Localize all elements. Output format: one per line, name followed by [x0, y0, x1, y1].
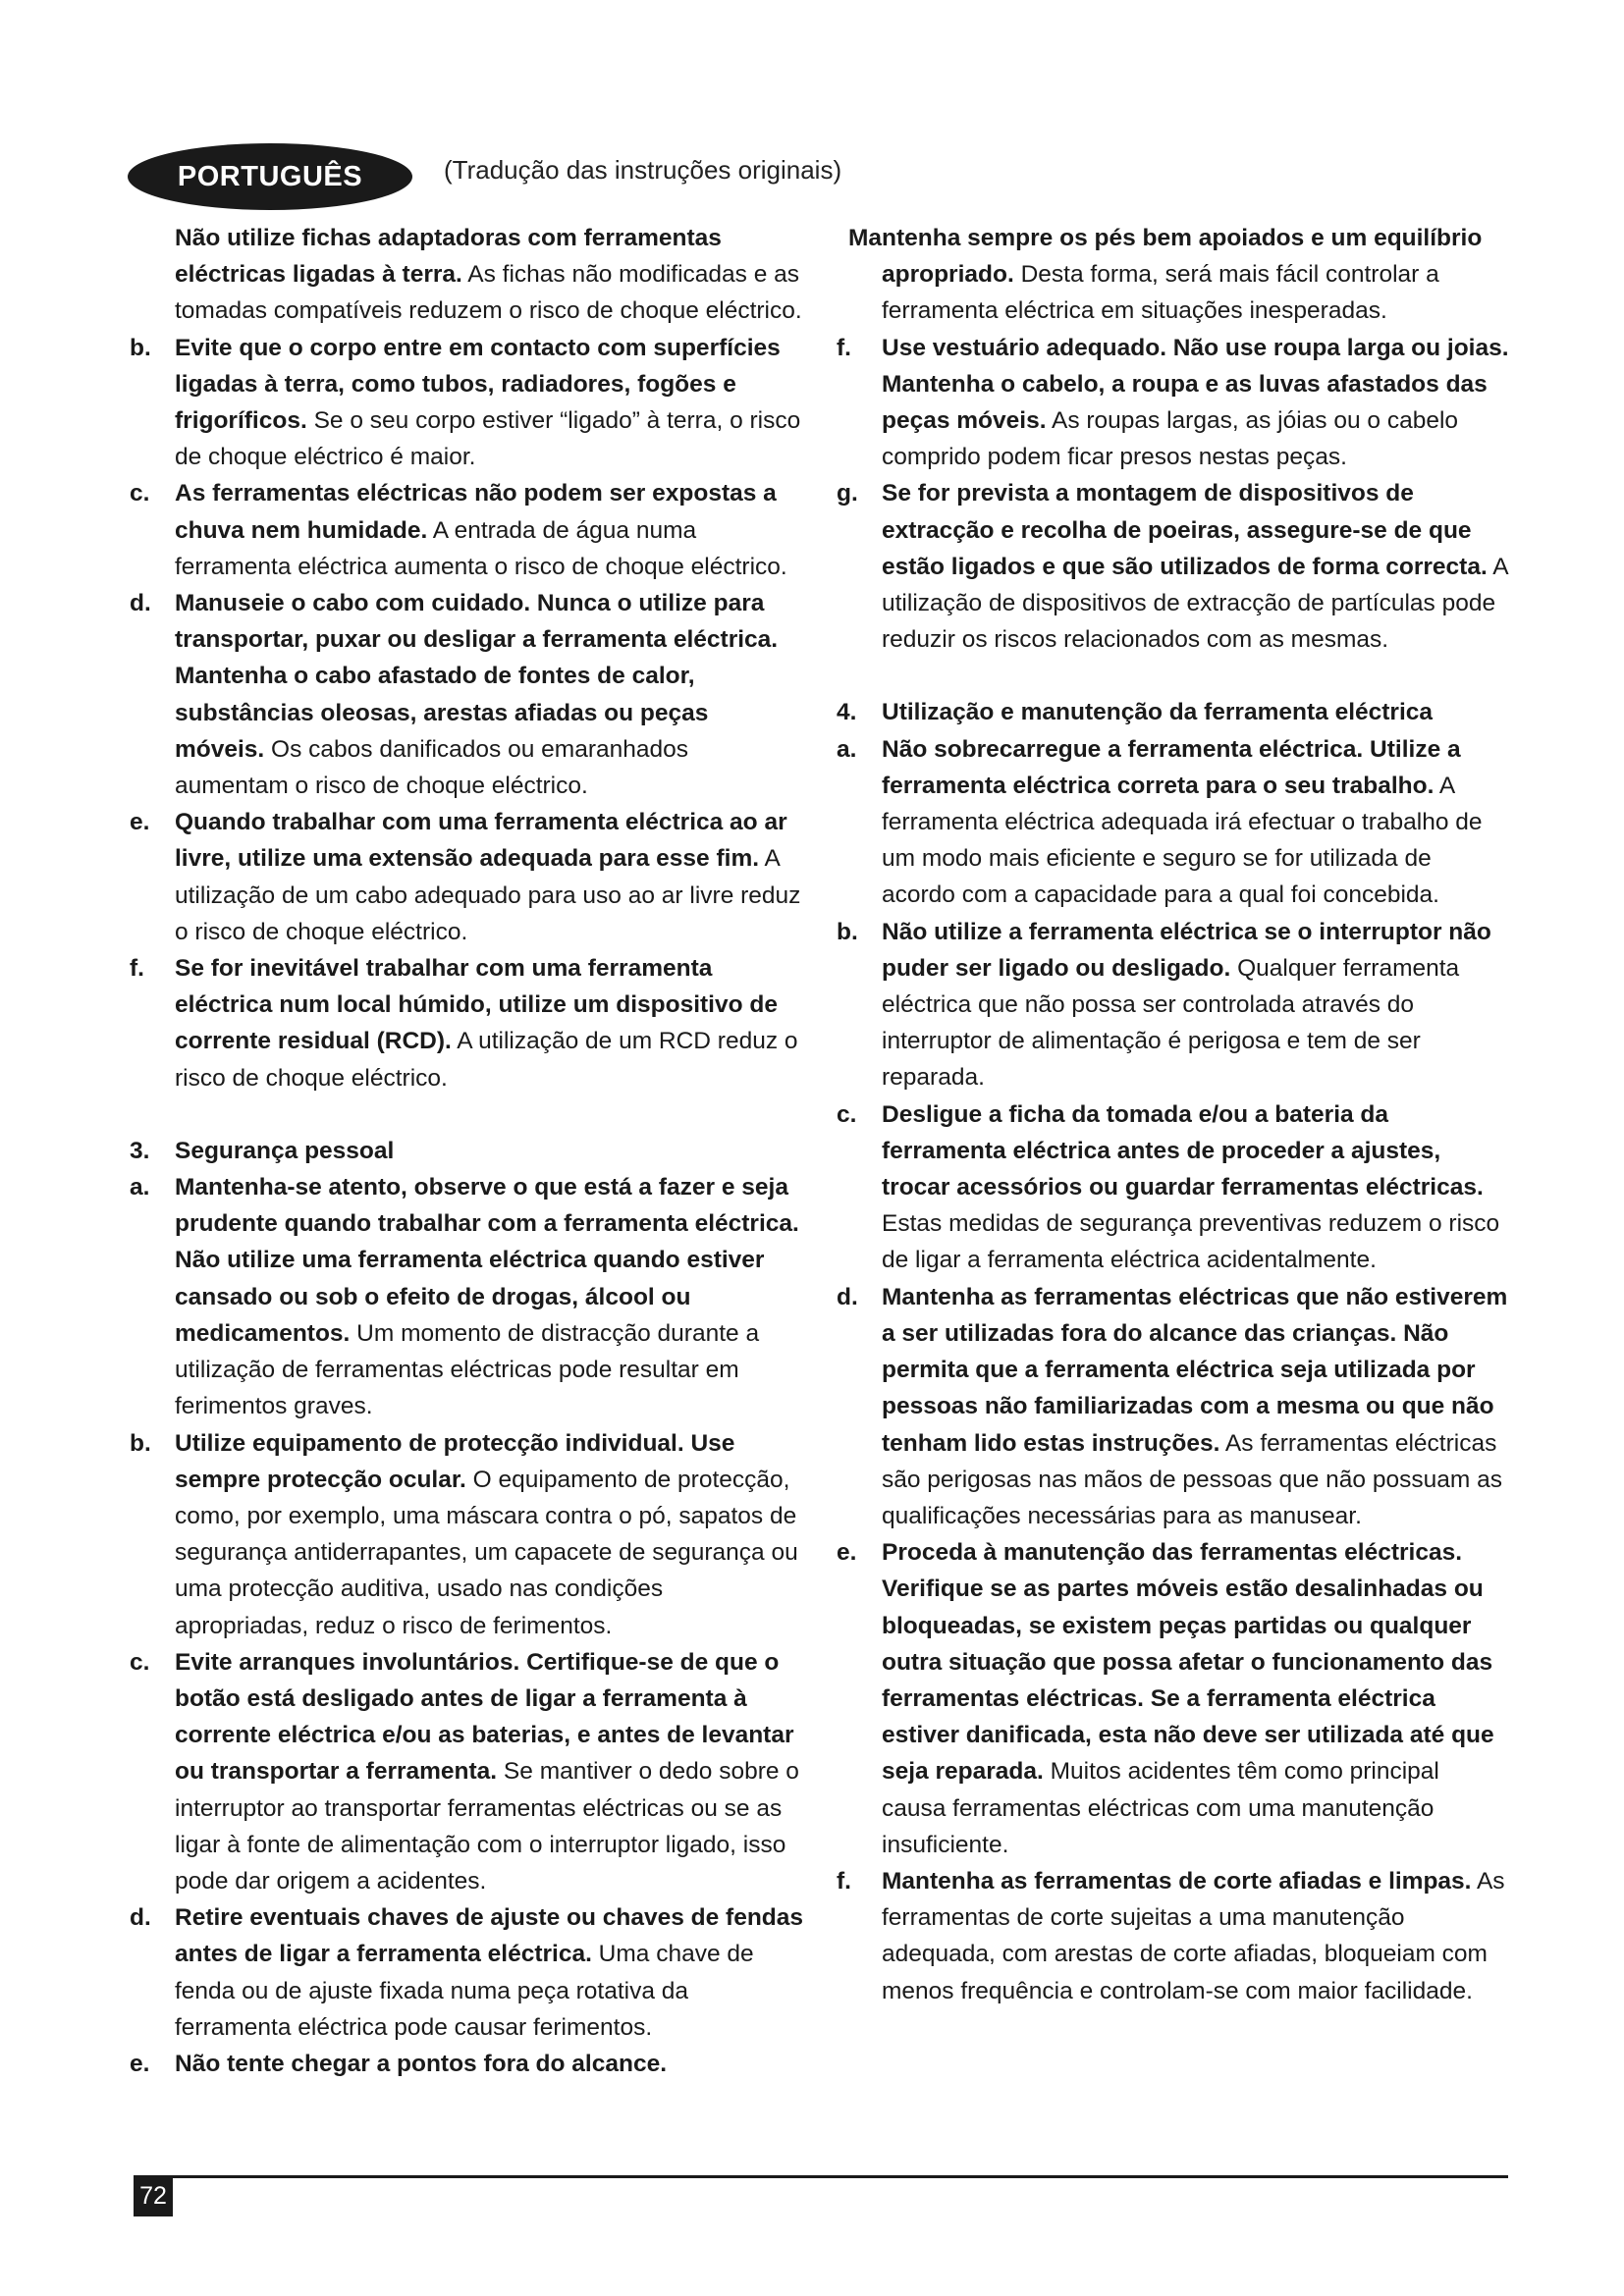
list-item: e. Proceda à manutenção das ferramentas eléctricas. Verifique se as partes móveis estão desalinhadas ou bloqueadas, se existem peças partidas ou qualquer outra situação que possa afetar o funcionamento das ferramentas eléctricas. Se a ferramenta eléctrica estiver danificada, esta não deve ser utilizada até que seja reparada. Muitos acidentes têm como principal causa ferramentas eléctricas com uma manutenção insuficiente. — [837, 1539, 1494, 1858]
right-column — [833, 220, 1510, 2009]
list-item: f. Use vestuário adequado. Não use roupa larga ou joias. Mantenha o cabelo, a roupa e as luvas afastados das peças móveis. As roupas largas, as jóias ou o cabelo comprido podem ficar presos nestas peças. — [837, 334, 1509, 471]
list-item: a. Não sobrecarregue a ferramenta eléctrica. Utilize a ferramenta eléctrica correta para o seu trabalho. A ferramenta eléctrica adequada irá efectuar o trabalho de um modo mais eficiente e seguro se for utilizada de acordo com a capacidade para a qual foi concebida. — [837, 735, 1483, 909]
left-column — [126, 220, 803, 2082]
list-item: e. Quando trabalhar com uma ferramenta eléctrica ao ar livre, utilize uma extensão adequada para esse fim. A utilização de um cabo adequado para uso ao ar livre reduz o risco de choque eléctrico. — [130, 809, 801, 945]
list-item: b. Evite que o corpo entre em contacto com superfícies ligadas à terra, como tubos, radiadores, fogões e frigoríficos. Se o seu corpo estiver “ligado” à terra, o risco de choque eléctrico é maior. — [130, 334, 801, 471]
list-item: b. Não utilize a ferramenta eléctrica se o interruptor não puder ser ligado ou desligado. Qualquer ferramenta eléctrica que não possa ser controlada através do interruptor de alimentação é perigosa e tem de ser reparada. — [837, 918, 1491, 1092]
list-item: d. Retire eventuais chaves de ajuste ou chaves de fendas antes de ligar a ferramenta eléctrica. Uma chave de fenda ou de ajuste fixada numa peça rotativa da ferramenta eléctrica pode causar ferimentos. — [130, 1904, 804, 2041]
language-badge — [128, 143, 412, 210]
list-item: c. Desligue a ficha da tomada e/ou a bateria da ferramenta eléctrica antes de proceder a ajustes, trocar acessórios ou guardar ferramentas eléctricas. Estas medidas de segurança preventivas reduzem o risco de ligar a ferramenta eléctrica acidentalmente. — [837, 1100, 1500, 1274]
footer-divider — [134, 2175, 1508, 2178]
page-number: 72 — [134, 2175, 173, 2216]
list-item: f. Se for inevitável trabalhar com uma ferramenta eléctrica num local húmido, utilize um dispositivo de corrente residual (RCD). A utilização de um RCD reduz o risco de choque eléctrico. — [130, 955, 798, 1092]
list-item: d. Manuseie o cabo com cuidado. Nunca o utilize para transportar, puxar ou desligar a ferramenta eléctrica. Mantenha o cabo afastado de fontes de calor, substâncias oleosas, arestas afiadas ou peças móveis. Os cabos danificados ou emaranhados aumentam o risco de choque eléctrico. — [130, 590, 779, 800]
list-item: f. Mantenha as ferramentas de corte afiadas e limpas. As ferramentas de corte sujeitas a uma manutenção adequada, com arestas de corte afiadas, bloqueiam com menos frequência e controlam-se com maior facilidade. — [837, 1867, 1505, 2004]
list-item: e. Não tente chegar a pontos fora do alcance. — [130, 2050, 668, 2077]
section-heading: 3. Segurança pessoal — [130, 1137, 395, 1164]
list-item: g. Se for prevista a montagem de dispositivos de extracção e recolha de poeiras, assegure-se de que estão ligados e que são utilizados de forma correcta. A utilização de dispositivos de extracção de partículas pode reduzir os riscos relacionados com as mesmas. — [837, 480, 1508, 654]
list-item: d. Mantenha as ferramentas eléctricas que não estiverem a ser utilizadas fora do alcance das crianças. Não permita que a ferramenta eléctrica seja utilizada por pessoas não familiarizadas com a mesma ou que não tenham lido estas instruções. As ferramentas eléctricas são perigosas nas mãos de pessoas que não possuam as qualificações necessárias para as manusear. — [837, 1283, 1508, 1529]
list-item: c. Evite arranques involuntários. Certifique-se de que o botão está desligado antes de ligar a ferramenta à corrente eléctrica e/ou as baterias, e antes de levantar ou transportar a ferramenta. Se mantiver o dedo sobre o interruptor ao transportar ferramentas eléctricas ou se as ligar à fonte de alimentação com o interruptor ligado, isso pode dar origem a acidentes. — [130, 1648, 799, 1895]
list-item: Não utilize fichas adaptadoras com ferramentas eléctricas ligadas à terra. As fichas não modificadas e as tomadas compatíveis reduzem o risco de choque eléctrico. — [175, 225, 802, 325]
language-label: PORTUGUÊS — [177, 160, 363, 192]
section-heading: 4. Utilização e manutenção da ferramenta eléctrica — [837, 699, 1433, 726]
translation-note: (Tradução das instruções originais) — [444, 155, 842, 185]
list-item: Mantenha sempre os pés bem apoiados e um equilíbrio apropriado. Desta forma, será mais fácil controlar a ferramenta eléctrica em situações inesperadas. — [848, 225, 1483, 325]
list-item: a. Mantenha-se atento, observe o que está a fazer e seja prudente quando trabalhar com a ferramenta eléctrica. Não utilize uma ferramenta eléctrica quando estiver cansado ou sob o efeito de drogas, álcool ou medicamentos. Um momento de distracção durante a utilização de ferramentas eléctricas pode resultar em ferimentos graves. — [130, 1174, 799, 1420]
list-item: c. As ferramentas eléctricas não podem ser expostas a chuva nem humidade. A entrada de água numa ferramenta eléctrica aumenta o risco de choque eléctrico. — [130, 480, 787, 580]
list-item: b. Utilize equipamento de protecção individual. Use sempre protecção ocular. O equipamento de protecção, como, por exemplo, uma máscara contra o pó, sapatos de segurança antiderrapantes, um capacete de segurança ou uma protecção auditiva, usado nas condições apropriadas, reduz o risco de ferimentos. — [130, 1429, 798, 1639]
